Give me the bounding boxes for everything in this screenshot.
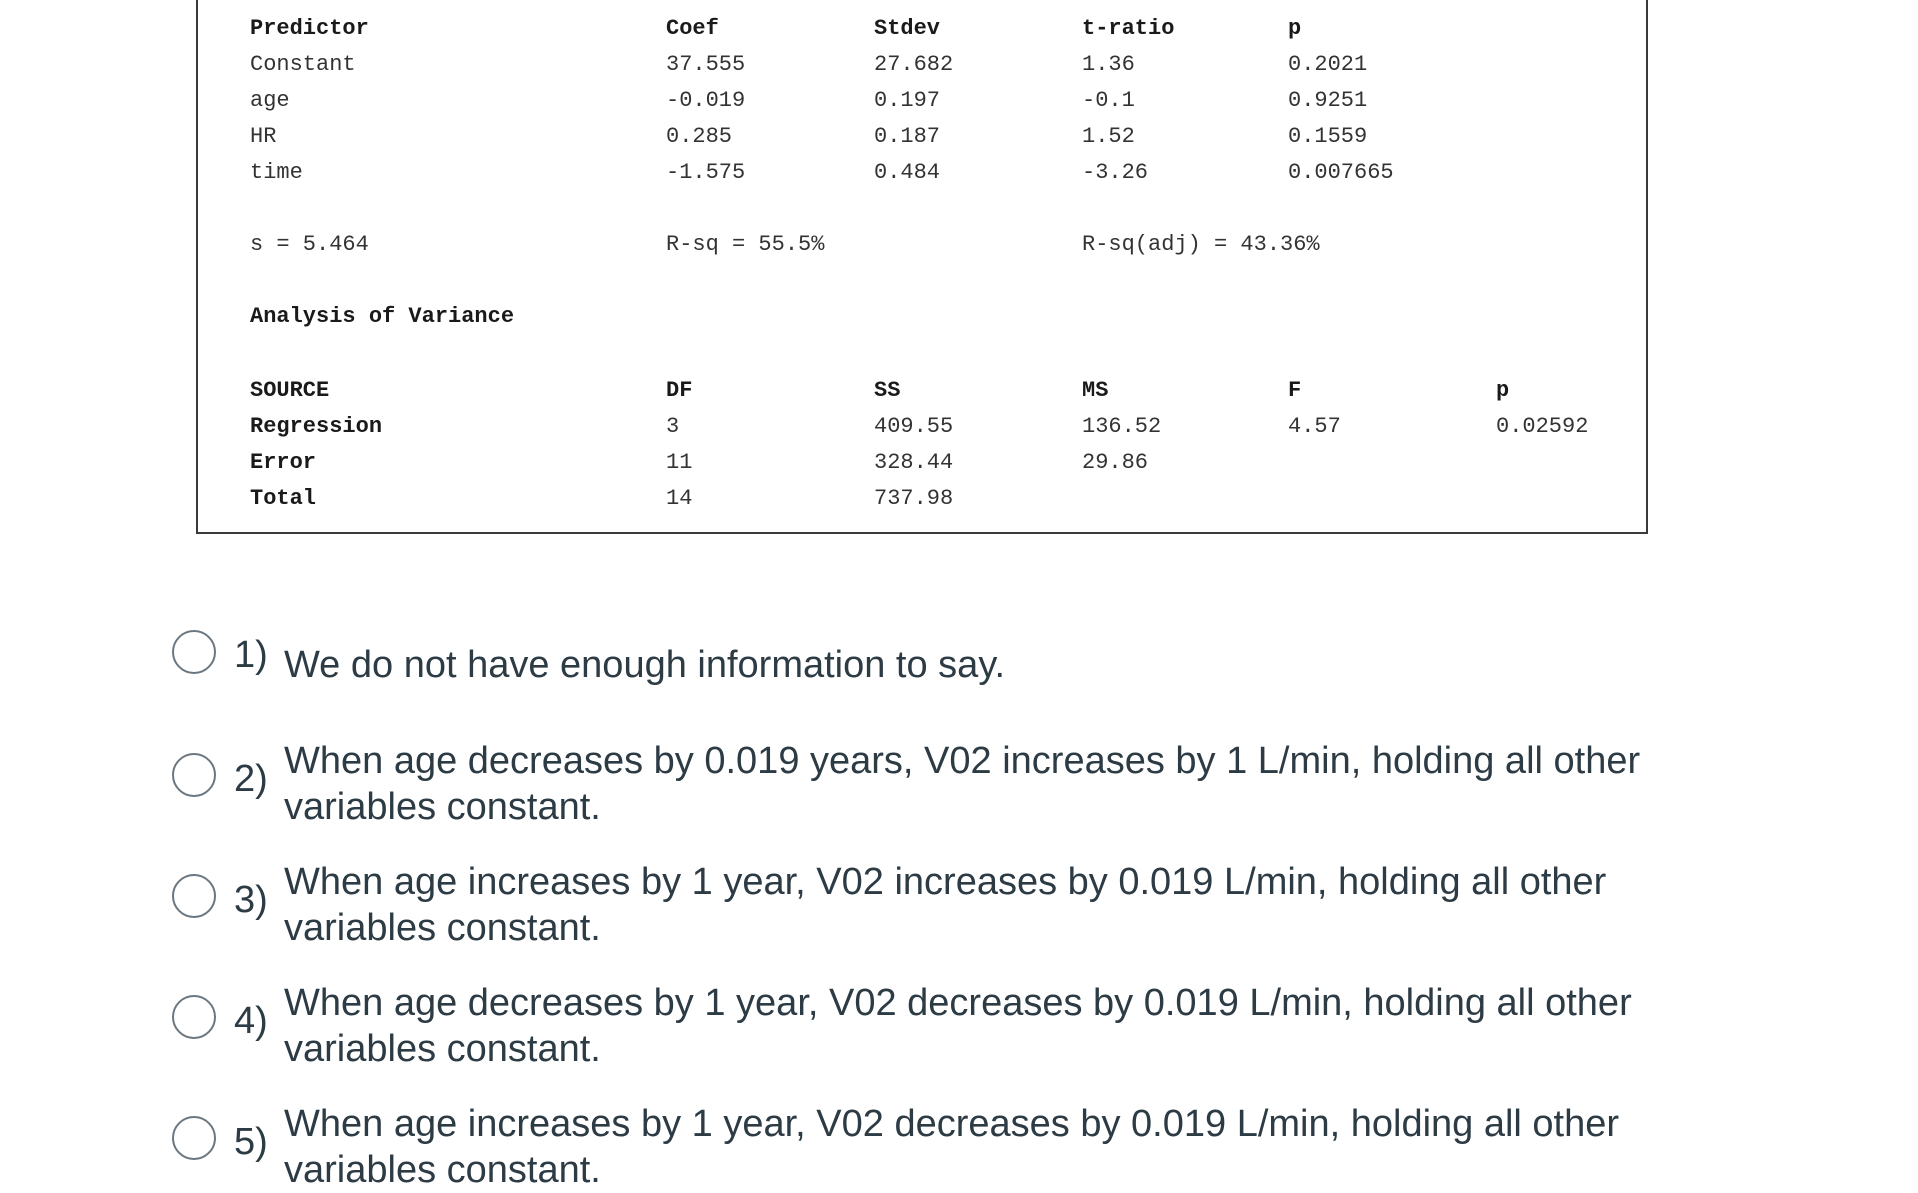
regression-output-panel xyxy=(196,0,1648,534)
coef-header-p: p xyxy=(1288,16,1302,41)
coef-row-constant-predictor: Constant xyxy=(250,52,356,77)
anova-header-f: F xyxy=(1288,378,1302,403)
option-1-text: We do not have enough information to say. xyxy=(284,644,1006,686)
anova-row-total-ss: 737.98 xyxy=(874,486,954,511)
coef-row-age-t-ratio: -0.1 xyxy=(1082,88,1135,113)
coef-row-constant-t-ratio: 1.36 xyxy=(1082,52,1135,77)
anova-row-error-ss: 328.44 xyxy=(874,450,954,475)
radio-option-1[interactable] xyxy=(172,630,216,674)
coef-row-time-coef: -1.575 xyxy=(666,160,746,185)
anova-row-error-ms: 29.86 xyxy=(1082,450,1149,475)
answer-option-1[interactable] xyxy=(172,628,1672,718)
anova-row-regression-ms: 136.52 xyxy=(1082,414,1162,439)
radio-option-2[interactable] xyxy=(172,753,216,797)
coef-row-hr-p: 0.1559 xyxy=(1288,124,1368,149)
anova-row-regression-df: 3 xyxy=(666,414,680,439)
anova-header-ss: SS xyxy=(874,378,901,403)
anova-row-regression-p: 0.02592 xyxy=(1496,414,1589,439)
anova-header-source: SOURCE xyxy=(250,378,330,403)
fit-stat-rsq-adj: R-sq(adj) = 43.36% xyxy=(1082,232,1320,257)
coef-row-age-coef: -0.019 xyxy=(666,88,746,113)
coef-row-hr-stdev: 0.187 xyxy=(874,124,941,149)
anova-row-regression-source: Regression xyxy=(250,414,383,439)
option-1-number: 1) xyxy=(234,634,268,676)
coef-row-hr-coef: 0.285 xyxy=(666,124,733,149)
option-3-number: 3) xyxy=(234,879,268,921)
option-3-text: When age increases by 1 year, V02 increases by 0.019 L/min, holding all other variables constant. xyxy=(284,861,1607,949)
option-4-text: When age decreases by 1 year, V02 decreases by 0.019 L/min, holding all other variables constant. xyxy=(284,982,1632,1070)
anova-header-p: p xyxy=(1496,378,1510,403)
answer-option-3[interactable] xyxy=(172,861,1672,951)
coef-row-constant-stdev: 27.682 xyxy=(874,52,954,77)
option-5-text: When age increases by 1 year, V02 decreases by 0.019 L/min, holding all other variables constant. xyxy=(284,1103,1620,1191)
radio-option-4[interactable] xyxy=(172,995,216,1039)
radio-option-5[interactable] xyxy=(172,1116,216,1160)
coef-row-constant-coef: 37.555 xyxy=(666,52,746,77)
anova-row-total-source: Total xyxy=(250,486,317,511)
anova-header-df: DF xyxy=(666,378,693,403)
answer-option-2[interactable] xyxy=(172,740,1672,830)
coef-row-time-p: 0.007665 xyxy=(1288,160,1394,185)
anova-row-regression-ss: 409.55 xyxy=(874,414,954,439)
coef-row-age-p: 0.9251 xyxy=(1288,88,1368,113)
option-2-text: When age decreases by 0.019 years, V02 increases by 1 L/min, holding all other variables constant. xyxy=(284,740,1641,828)
answer-option-5[interactable] xyxy=(172,1103,1672,1193)
answer-option-4[interactable] xyxy=(172,982,1672,1072)
anova-row-error-source: Error xyxy=(250,450,317,475)
option-2-number: 2) xyxy=(234,758,268,800)
anova-row-total-df: 14 xyxy=(666,486,693,511)
coef-row-constant-p: 0.2021 xyxy=(1288,52,1368,77)
fit-stat-s: s = 5.464 xyxy=(250,232,369,257)
coef-row-hr-predictor: HR xyxy=(250,124,277,149)
coef-row-age-predictor: age xyxy=(250,88,290,113)
option-4-number: 4) xyxy=(234,1000,268,1042)
anova-row-error-df: 11 xyxy=(666,450,693,475)
coef-row-age-stdev: 0.197 xyxy=(874,88,941,113)
coef-header-t-ratio: t-ratio xyxy=(1082,16,1175,41)
coef-row-time-t-ratio: -3.26 xyxy=(1082,160,1149,185)
coef-row-hr-t-ratio: 1.52 xyxy=(1082,124,1135,149)
coef-row-time-predictor: time xyxy=(250,160,303,185)
radio-option-3[interactable] xyxy=(172,874,216,918)
anova-row-regression-f: 4.57 xyxy=(1288,414,1341,439)
anova-header-ms: MS xyxy=(1082,378,1109,403)
coef-header-coef: Coef xyxy=(666,16,719,41)
coef-row-time-stdev: 0.484 xyxy=(874,160,941,185)
fit-stat-rsq: R-sq = 55.5% xyxy=(666,232,825,257)
coef-header-stdev: Stdev xyxy=(874,16,941,41)
anova-title: Analysis of Variance xyxy=(250,304,515,329)
option-5-number: 5) xyxy=(234,1121,268,1163)
coef-header-predictor: Predictor xyxy=(250,16,369,41)
